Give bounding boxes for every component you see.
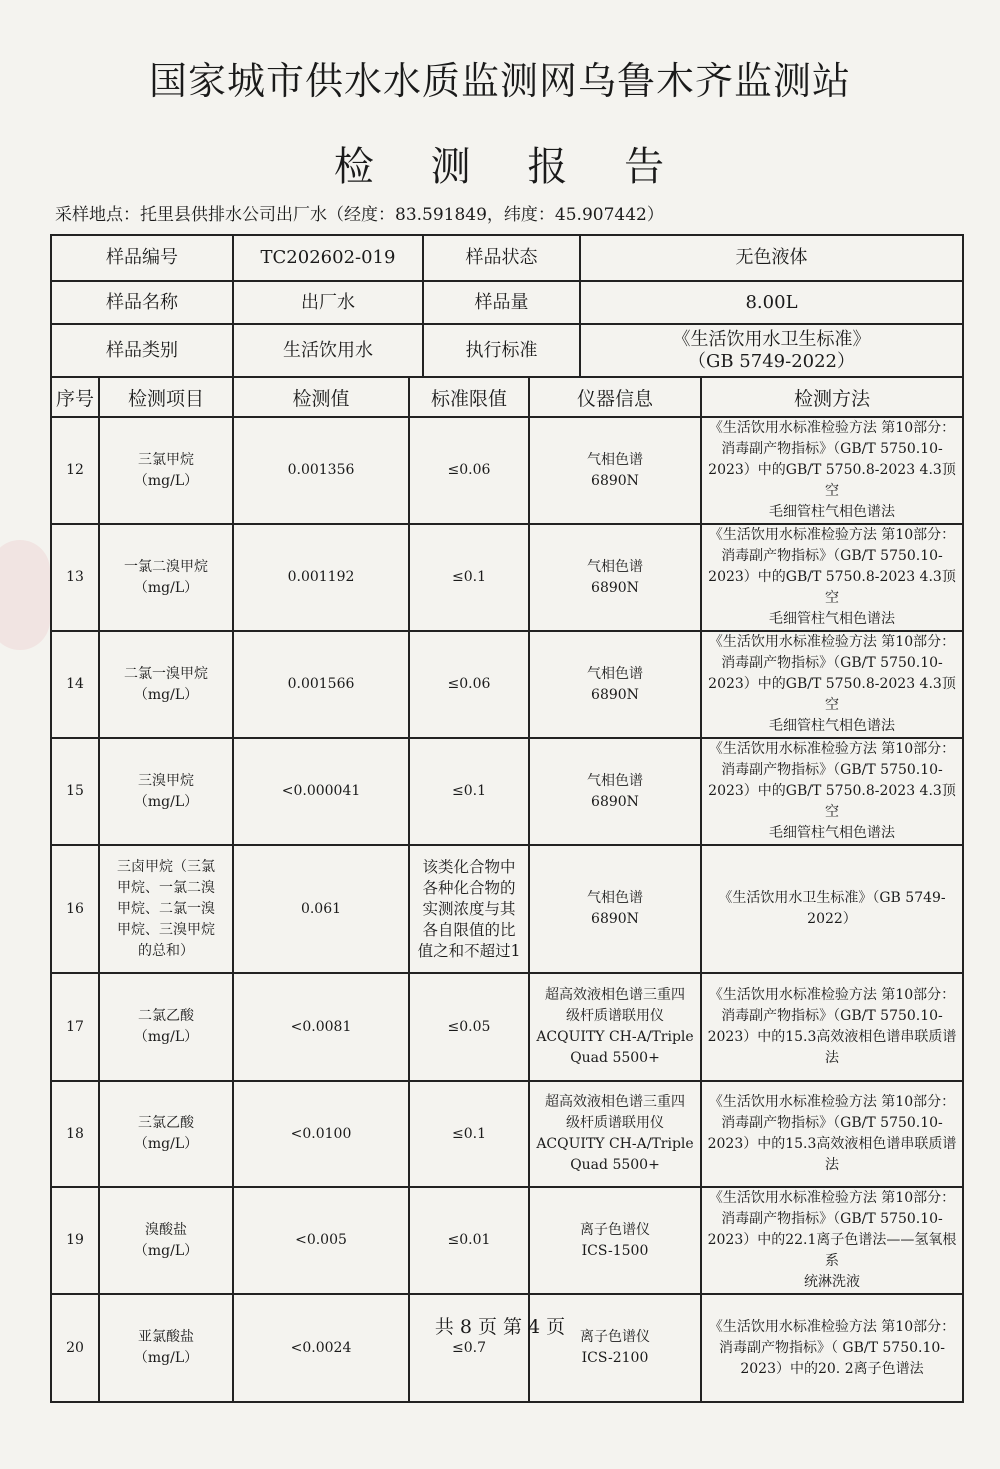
row-method	[701, 845, 963, 973]
row-instrument-line: 气相色谱	[587, 451, 643, 468]
row-method-line: 《生活饮用水标准检验方法 第10部分：	[708, 987, 956, 1003]
row-limit-line: ≤0.1	[452, 783, 486, 799]
row-number: 20	[51, 1294, 99, 1402]
row-item-line: 三溴甲烷	[138, 772, 194, 789]
row-method-line: 毛细管柱气相色谱法	[769, 611, 895, 627]
row-method-line: 2023）中的20. 2离子色谱法	[740, 1360, 924, 1377]
row-method-line: 《生活饮用水标准检验方法 第10部分：	[708, 634, 956, 650]
table-row	[51, 1081, 963, 1187]
row-instrument	[529, 1294, 701, 1402]
table-row	[51, 417, 963, 524]
sample-name-label: 样品名称	[51, 281, 233, 324]
row-method-line: 消毒副产物指标》（GB/T 5750.10-	[721, 762, 943, 778]
org-title: 国家城市供水水质监测网乌鲁木齐监测站	[148, 59, 851, 103]
row-limit	[409, 1187, 529, 1294]
row-value: 0.001192	[233, 524, 409, 631]
row-instrument-line: 6890N	[591, 793, 639, 810]
row-method-line: 法	[825, 1157, 839, 1173]
row-number: 12	[51, 417, 99, 524]
row-method-line: 消毒副产物指标》（GB/T 5750.10-	[721, 1115, 943, 1131]
row-instrument-line: 离子色谱仪	[580, 1329, 650, 1345]
row-instrument	[529, 738, 701, 845]
row-instrument-line: 气相色谱	[587, 890, 643, 906]
row-method-line: 毛细管柱气相色谱法	[769, 504, 895, 520]
standard-value	[580, 324, 963, 377]
row-limit	[409, 973, 529, 1081]
header-item: 检测项目	[99, 377, 233, 417]
row-instrument	[529, 417, 701, 524]
row-item-line: （mg/L）	[133, 686, 199, 703]
row-method-line: 《生活饮用水标准检验方法 第10部分：	[708, 741, 956, 757]
row-item-line: （mg/L）	[133, 1350, 199, 1366]
row-instrument-line: 气相色谱	[587, 665, 643, 682]
row-item-line: 亚氯酸盐	[138, 1329, 194, 1345]
row-method-line: 消毒副产物指标》（GB/T 5750.10-	[721, 441, 943, 457]
row-instrument-line: 级杆质谱联用仪	[566, 1115, 664, 1131]
row-method-line: 2023）中的15.3高效液相色谱串联质谱	[707, 1029, 957, 1045]
row-method	[701, 524, 963, 631]
row-item-line: （mg/L）	[133, 472, 199, 489]
row-method	[701, 417, 963, 524]
row-limit	[409, 1294, 529, 1402]
row-item-line: 三氯甲烷	[138, 451, 194, 468]
row-item-line: （mg/L）	[133, 579, 199, 596]
row-method-line: 毛细管柱气相色谱法	[769, 718, 895, 734]
row-item-line: 三卤甲烷（三氯	[117, 858, 215, 875]
sample-state-value: 无色液体	[580, 235, 963, 281]
header-no: 序号	[51, 377, 99, 417]
row-instrument-line: 离子色谱仪	[580, 1221, 650, 1238]
standard-label: 执行标准	[423, 324, 580, 377]
row-limit-line: 各自限值的比	[422, 920, 516, 939]
row-item	[99, 738, 233, 845]
row-item-line: （mg/L）	[133, 1136, 199, 1152]
row-method-line: 《生活饮用水标准检验方法 第10部分：	[708, 1190, 956, 1206]
standard-line-1: 《生活饮用水卫生标准》	[672, 328, 871, 350]
row-instrument-line: Quad 5500+	[570, 1157, 660, 1173]
row-method-line: 《生活饮用水标准检验方法 第10部分：	[708, 1318, 956, 1335]
row-item-line: （mg/L）	[133, 1242, 199, 1259]
row-instrument-line: Quad 5500+	[570, 1050, 660, 1066]
row-method-line: 2023）中的22.1离子色谱法——氢氧根系	[707, 1232, 957, 1269]
row-method-line: 《生活饮用水标准检验方法 第10部分：	[708, 527, 956, 543]
row-method-line: 《生活饮用水卫生标准》（GB 5749-	[718, 890, 946, 906]
table-row	[51, 631, 963, 738]
row-item	[99, 1187, 233, 1294]
table-row	[51, 1187, 963, 1294]
row-item-line: 甲烷、三溴甲烷	[117, 921, 215, 938]
row-method	[701, 631, 963, 738]
row-instrument	[529, 973, 701, 1081]
row-instrument-line: 6890N	[591, 686, 639, 703]
row-item-line: 二氯一溴甲烷	[124, 665, 208, 682]
row-instrument-line: ICS-2100	[581, 1350, 649, 1366]
row-method	[701, 1187, 963, 1294]
row-instrument-line: 6890N	[591, 579, 639, 596]
row-instrument-line: ACQUITY CH-A/Triple	[536, 1029, 694, 1045]
header-value: 检测值	[233, 377, 409, 417]
row-item	[99, 973, 233, 1081]
row-method	[701, 1294, 963, 1402]
header-instrument: 仪器信息	[529, 377, 701, 417]
row-value: <0.0024	[233, 1294, 409, 1402]
row-instrument	[529, 631, 701, 738]
sample-category-value: 生活饮用水	[233, 324, 423, 377]
row-method	[701, 973, 963, 1081]
results-table	[50, 376, 964, 1403]
row-instrument-line: 级杆质谱联用仪	[566, 1008, 664, 1024]
row-method-line: 法	[825, 1050, 839, 1066]
row-instrument-line: 6890N	[591, 911, 639, 927]
row-limit	[409, 631, 529, 738]
row-item	[99, 524, 233, 631]
row-limit	[409, 524, 529, 631]
row-item	[99, 417, 233, 524]
row-number: 18	[51, 1081, 99, 1187]
row-method-line: 消毒副产物指标》（ GB/T 5750.10-	[718, 1339, 946, 1356]
row-instrument-line: ICS-1500	[581, 1242, 649, 1259]
page-number: 共 8 页 第 4 页	[434, 1316, 566, 1338]
standard-line-2: （GB 5749-2022）	[687, 350, 856, 372]
row-method-line: 消毒副产物指标》（GB/T 5750.10-	[721, 1008, 943, 1024]
row-method-line: 2023）中的15.3高效液相色谱串联质谱	[707, 1136, 957, 1152]
results-header-row	[51, 377, 963, 417]
row-limit-line: ≤0.01	[447, 1232, 491, 1248]
row-limit	[409, 845, 529, 973]
row-method-line: 2023）中的GB/T 5750.8-2023 4.3顶空	[708, 676, 956, 713]
stamp-mark	[0, 540, 50, 650]
table-row	[51, 845, 963, 973]
row-method-line: 2023）中的GB/T 5750.8-2023 4.3顶空	[708, 569, 956, 606]
row-instrument	[529, 1187, 701, 1294]
row-method	[701, 738, 963, 845]
row-method-line: 《生活饮用水标准检验方法 第10部分：	[708, 1094, 956, 1110]
row-method-line: 统淋洗液	[804, 1274, 860, 1290]
row-instrument-line: 气相色谱	[587, 772, 643, 789]
row-value: 0.061	[233, 845, 409, 973]
row-item-line: 的总和）	[138, 942, 194, 959]
row-item-line: 甲烷、二氯一溴	[117, 900, 215, 917]
row-number: 16	[51, 845, 99, 973]
report-title: 检 测 报 告	[333, 144, 687, 190]
row-instrument-line: 气相色谱	[587, 558, 643, 575]
row-item-line: （mg/L）	[133, 1029, 199, 1045]
row-limit-line: 该类化合物中	[422, 857, 516, 876]
row-limit-line: ≤0.05	[447, 1018, 491, 1035]
table-row	[51, 973, 963, 1081]
row-method-line: 消毒副产物指标》（GB/T 5750.10-	[721, 548, 943, 564]
row-number: 19	[51, 1187, 99, 1294]
sample-category-label: 样品类别	[51, 324, 233, 377]
row-value: 0.001356	[233, 417, 409, 524]
row-method	[701, 1081, 963, 1187]
row-number: 14	[51, 631, 99, 738]
row-number: 13	[51, 524, 99, 631]
row-instrument	[529, 1081, 701, 1187]
row-item-line: 溴酸盐	[145, 1221, 187, 1238]
sample-name-value: 出厂水	[233, 281, 423, 324]
row-item	[99, 1081, 233, 1187]
row-value: <0.000041	[233, 738, 409, 845]
sample-quantity-value: 8.00L	[580, 281, 963, 324]
row-limit-line: ≤0.7	[452, 1339, 486, 1356]
sample-no-value: TC202602-019	[233, 235, 423, 281]
row-item-line: （mg/L）	[133, 793, 199, 810]
sample-no-label: 样品编号	[51, 235, 233, 281]
row-instrument	[529, 845, 701, 973]
row-instrument-line: 6890N	[591, 472, 639, 489]
row-value: <0.0100	[233, 1081, 409, 1187]
row-instrument-line: ACQUITY CH-A/Triple	[536, 1136, 694, 1152]
row-limit	[409, 1081, 529, 1187]
row-method-line: 2023）中的GB/T 5750.8-2023 4.3顶空	[708, 783, 956, 820]
row-limit-line: ≤0.06	[447, 676, 491, 692]
row-item	[99, 631, 233, 738]
row-limit-line: 值之和不超过1	[417, 941, 521, 960]
sampling-site: 采样地点：托里县供排水公司出厂水（经度：83.591849，纬度：45.907442）	[55, 205, 664, 225]
row-method-line: 2022）	[807, 911, 857, 927]
row-limit-line: ≤0.1	[452, 1125, 486, 1142]
header-limit: 标准限值	[409, 377, 529, 417]
row-limit-line: ≤0.06	[447, 462, 491, 478]
row-number: 15	[51, 738, 99, 845]
row-limit-line: 各种化合物的	[422, 878, 516, 897]
row-instrument	[529, 524, 701, 631]
row-item-line: 三氯乙酸	[138, 1115, 194, 1131]
header-method: 检测方法	[701, 377, 963, 417]
row-item-line: 二氯乙酸	[138, 1008, 194, 1024]
table-row	[51, 524, 963, 631]
row-value: <0.005	[233, 1187, 409, 1294]
row-limit-line: 实测浓度与其	[422, 899, 516, 918]
row-instrument-line: 超高效液相色谱三重四	[545, 987, 685, 1003]
row-value: 0.001566	[233, 631, 409, 738]
row-method-line: 《生活饮用水标准检验方法 第10部分：	[708, 420, 956, 436]
row-item-line: 甲烷、一氯二溴	[117, 879, 215, 896]
sample-quantity-label: 样品量	[423, 281, 580, 324]
table-row	[51, 1294, 963, 1402]
row-method-line: 消毒副产物指标》（GB/T 5750.10-	[721, 1211, 943, 1227]
row-limit-line: ≤0.1	[452, 569, 486, 585]
row-method-line: 2023）中的GB/T 5750.8-2023 4.3顶空	[708, 462, 956, 499]
row-item	[99, 1294, 233, 1402]
row-instrument-line: 超高效液相色谱三重四	[545, 1094, 685, 1110]
row-limit	[409, 738, 529, 845]
sample-state-label: 样品状态	[423, 235, 580, 281]
row-method-line: 消毒副产物指标》（GB/T 5750.10-	[721, 655, 943, 671]
row-item-line: 一氯二溴甲烷	[124, 558, 208, 575]
row-item	[99, 845, 233, 973]
row-method-line: 毛细管柱气相色谱法	[769, 825, 895, 841]
row-limit	[409, 417, 529, 524]
table-row	[51, 738, 963, 845]
row-value: <0.0081	[233, 973, 409, 1081]
row-number: 17	[51, 973, 99, 1081]
sample-info-table	[50, 234, 964, 378]
